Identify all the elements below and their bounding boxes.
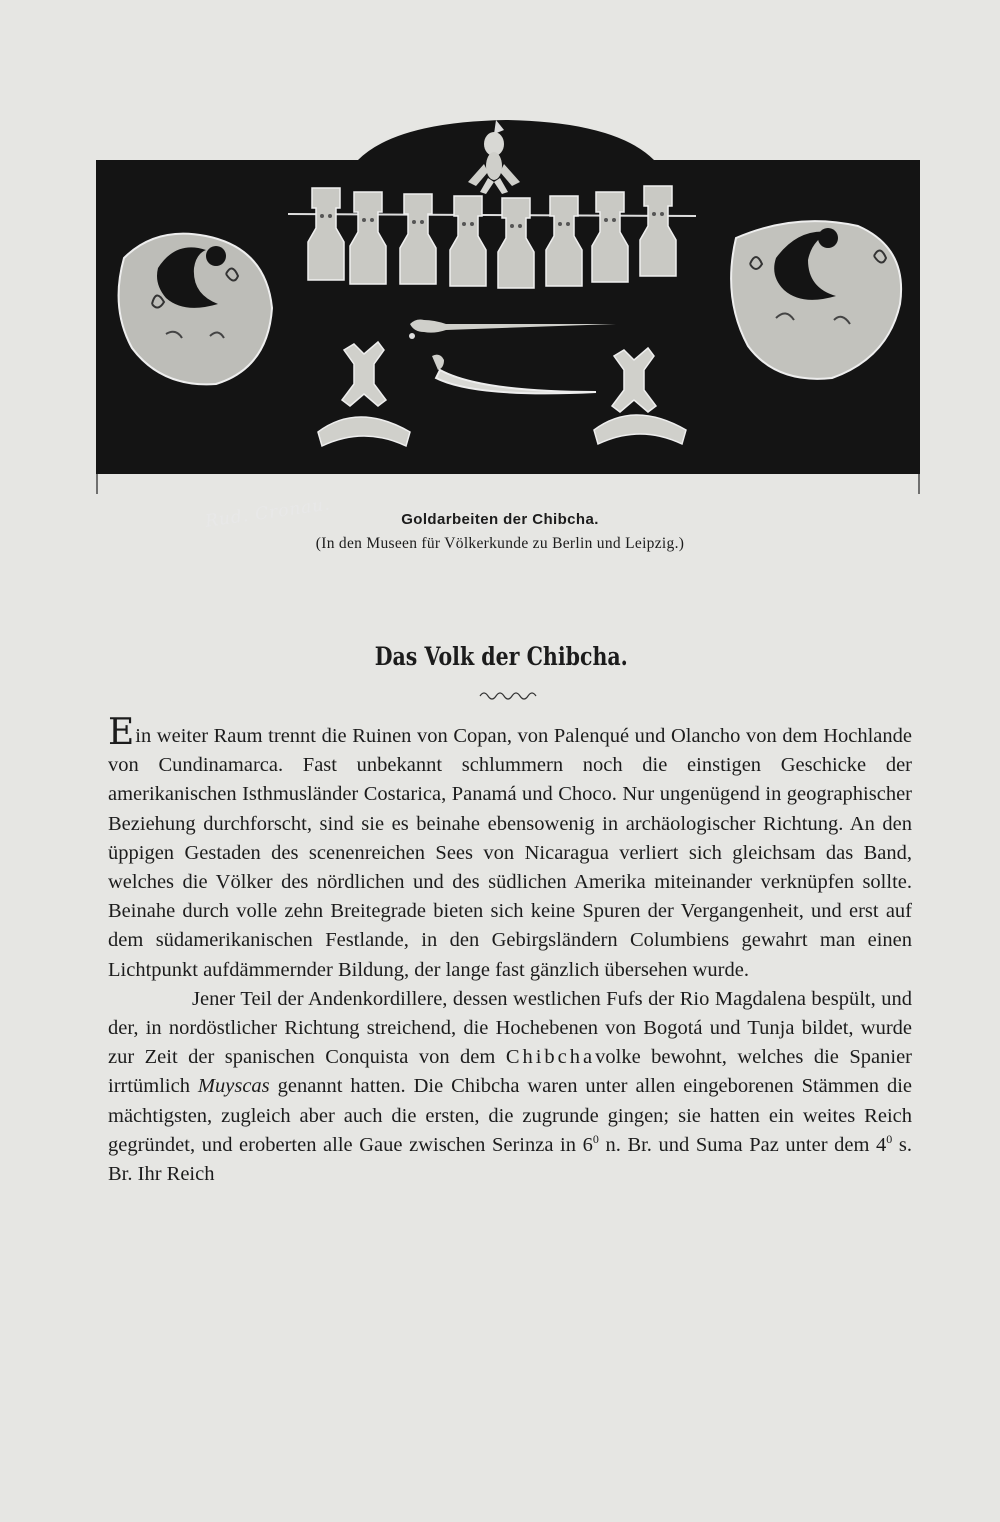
dropcap: E (108, 712, 135, 753)
spaced-term: Chibcha (505, 1046, 596, 1069)
paragraph-2-text-a: Jener Teil der Andenkordillere, dessen westlichen Fufs der Rio Magdalena bespült, und der, in nordöstlicher Richtung streichend, die Hochebenen von Bogotá und Tunja bildet, wurde zur Zeit der spanischen Conquista von dem (108, 987, 912, 1069)
paragraph-1-text: in weiter Raum trennt die Ruinen von Copan, von Palenqué und Olancho von dem Hochlande von Cundinamarca. Fast unbekannt schlummern noch die einstigen Geschicke der amerikanischen Isthmusländer Costarica, Panamá und Choco. Nur ungenügend in geographischer Beziehung durchforscht, sind sie es beinahe ebensowenig in archäologischer Richtung. An den üppigen Gestaden des scenenreichen Sees von Nicaragua verliert sich gleichsam das Band, welches die Völker des nördlichen und des südlichen Amerika miteinander verknüpfen sollte. Beinahe durch volle zehn Breitegrade bieten sich keine Spuren der Vergangenheit, und erst auf dem südamerikanischen Festlande, in den Gebirgsländern Columbiens gewahrt man einen Lichtpunkt aufdämmernder Bildung, der lange fast gänzlich übersehen wurde. (108, 725, 912, 981)
paragraph-2-text-b: volke bewohnt, welches die Spanier irrtümlich (108, 1046, 912, 1098)
body-text (108, 712, 912, 1189)
ornament-divider-icon (478, 688, 538, 700)
paragraph-2-text-c: genannt hatten. Die Chibcha waren unter allen eingeborenen Stämmen die mächtigsten, zugleich aber auch die ersten, die zugrunde gingen; sie hatten ein weites Reich gegründet, und eroberten alle Gaue zwischen Serinza in 6 (108, 1075, 912, 1156)
gold-artifacts-engraving (96, 108, 920, 494)
italic-term: Muyscas (197, 1075, 270, 1098)
figure-caption-subtitle: (In den Museen für Völkerkunde zu Berlin und Leipzig.) (315, 535, 685, 552)
degree-superscript: 0 (592, 1132, 599, 1147)
chapter-heading: Das Volk der Chibcha. (374, 642, 628, 671)
paragraph-2-text-e: s. Br. Ihr Reich (108, 1133, 912, 1186)
paragraph-2-text-d: n. Br. und Suma Paz unter dem 4 (598, 1133, 887, 1156)
degree-superscript: 0 (886, 1132, 893, 1147)
artist-signature: Rud. Cronau. (204, 494, 332, 532)
paragraph-1 (108, 712, 912, 985)
figure-caption-title: Goldarbeiten der Chibcha. (401, 511, 599, 528)
paragraph-2 (108, 985, 912, 1189)
